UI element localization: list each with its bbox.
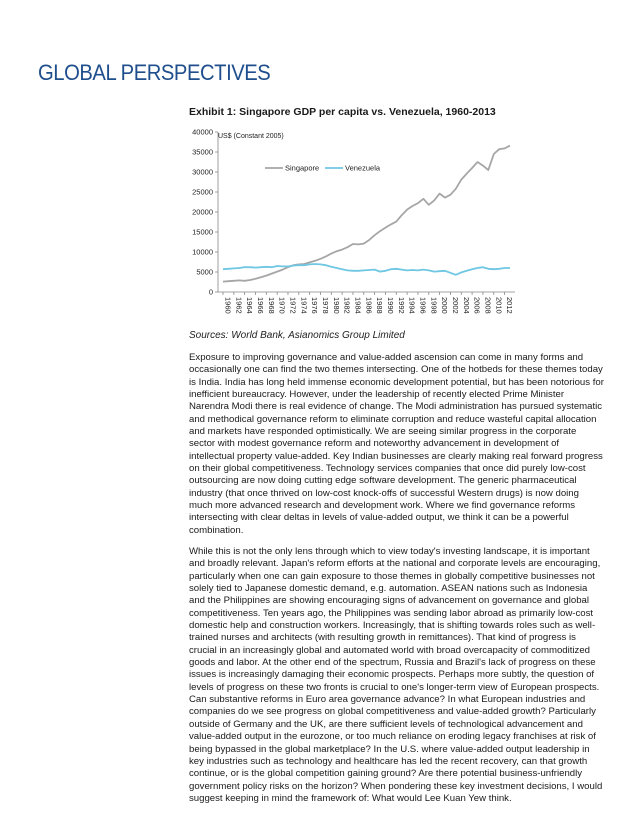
x-tick-label: 1986 [364, 297, 374, 314]
y-tick-label: 15000 [192, 227, 213, 237]
y-tick-label: 30000 [192, 167, 213, 177]
x-tick-label: 1974 [299, 297, 309, 314]
y-tick-label: 0 [208, 287, 213, 297]
y-axis-label: US$ (Constant 2005) [218, 133, 284, 140]
x-tick-label: 1996 [418, 297, 428, 314]
legend-label: Venezuela [345, 163, 381, 173]
x-tick-label: 2004 [461, 297, 471, 314]
y-tick-label: 25000 [192, 187, 213, 197]
section-header: GLOBAL PERSPECTIVES [38, 60, 271, 85]
chart-sources: Sources: World Bank, Asianomics Group Limited [189, 330, 405, 341]
x-tick-label: 1978 [320, 297, 330, 314]
y-tick-label: 20000 [192, 207, 213, 217]
y-tick-label: 40000 [192, 127, 213, 137]
x-tick-label: 2012 [505, 297, 515, 314]
x-tick-label: 1972 [288, 297, 298, 314]
x-tick-label: 1994 [407, 297, 417, 314]
x-tick-label: 1982 [342, 297, 352, 314]
y-tick-label: 10000 [192, 247, 213, 257]
body-paragraph: Exposure to improving governance and value-added ascension can come in many forms and occasionally one can find the two themes intersecting. One of the hotbeds for these themes today is India. India has long held immense economic development potential, but has been notorious for inefficient bureaucracy. However, under the leadership of recently elected Prime Minister Narendra Modi there is real evidence of change. The Modi administration has pursued systematic and methodical governance reform to eliminate corruption and reduce wasteful capital allocation and markets have responded optimistically. We are seeing similar progress in the corporate sector with modest governance reform and noteworthy advancement in development of intellectual property value-added. Key Indian businesses are clearly making real forward progress on their global competitiveness. Technology services companies that once did purely low-cost outsourcing are now doing cutting edge software development. The generic pharmaceutical industry (that once thrived on low-cost knock-offs of successful Western drugs) is now doing much more advanced research and development work. Where we find governance reforms intersecting with clear deltas in levels of value-added output, we think it can be a powerful combination. [189, 352, 604, 536]
legend-label: Singapore [285, 163, 320, 173]
x-tick-label: 1970 [277, 297, 287, 314]
series-line-venezuela [223, 264, 510, 275]
x-tick-label: 1966 [255, 297, 265, 314]
exhibit-title: Exhibit 1: Singapore GDP per capita vs. Venezuela, 1960-2013 [189, 106, 496, 118]
x-tick-label: 1988 [375, 297, 385, 314]
x-tick-label: 1984 [353, 297, 363, 314]
gdp-line-chart [185, 124, 635, 329]
x-tick-label: 1962 [234, 297, 244, 314]
y-tick-label: 35000 [192, 147, 213, 157]
x-tick-label: 2002 [450, 297, 460, 314]
x-tick-label: 1990 [385, 297, 395, 314]
x-tick-label: 2008 [483, 297, 493, 314]
x-tick-label: 1998 [429, 297, 439, 314]
x-tick-label: 2000 [440, 297, 450, 314]
x-tick-label: 2010 [494, 297, 504, 314]
x-tick-label: 1980 [331, 297, 341, 314]
x-tick-label: 1992 [396, 297, 406, 314]
x-tick-label: 1960 [223, 297, 233, 314]
x-tick-label: 1968 [266, 297, 276, 314]
y-tick-label: 5000 [196, 267, 213, 277]
x-tick-label: 1964 [245, 297, 255, 314]
x-tick-label: 1976 [310, 297, 320, 314]
x-tick-label: 2006 [472, 297, 482, 314]
body-paragraph: While this is not the only lens through which to view today's investing landscape, it is important and broadly relevant. Japan's reform efforts at the national and corporate levels are encouraging, particularly when one can gain exposure to those themes in globally competitive businesses not solely tied to Japanese domestic demand, e.g. automation. ASEAN nations such as Indonesia and the Philippines are showing encouraging signs of advancement on governance and global competitiveness. Ten years ago, the Philippines was sending labor abroad as primarily low-cost domestic help and construction workers. Increasingly, that is shifting towards roles such as well-trained nurses and architects (with resulting growth in remittances). That kind of progress is crucial in an increasingly global and automated world with broad overcapacity of commoditized goods and labor. At the other end of the spectrum, Russia and Brazil's lack of progress on these issues is increasingly damaging their economic prospects. Perhaps more subtly, the question of levels of progress on these two fronts is crucial to one's longer-term view of European prospects. Can substantive reforms in Euro area governance advance? In what European industries and companies do we see progress on global competitiveness and value-added growth? Particularly outside of Germany and the UK, are there sufficient levels of technological advancement and value-added output in the eurozone, or too much reliance on eroding legacy franchises at risk of being bypassed in the global marketplace? In the U.S. where value-added output leadership in key industries such as technology and healthcare has led the recent recovery, can that growth continue, or is the global competition gaining ground? Are there potential business-unfriendly government policy risks on the horizon? When pondering these key investment decisions, I would suggest keeping in mind the framework of: What would Lee Kuan Yew think. [189, 546, 603, 804]
